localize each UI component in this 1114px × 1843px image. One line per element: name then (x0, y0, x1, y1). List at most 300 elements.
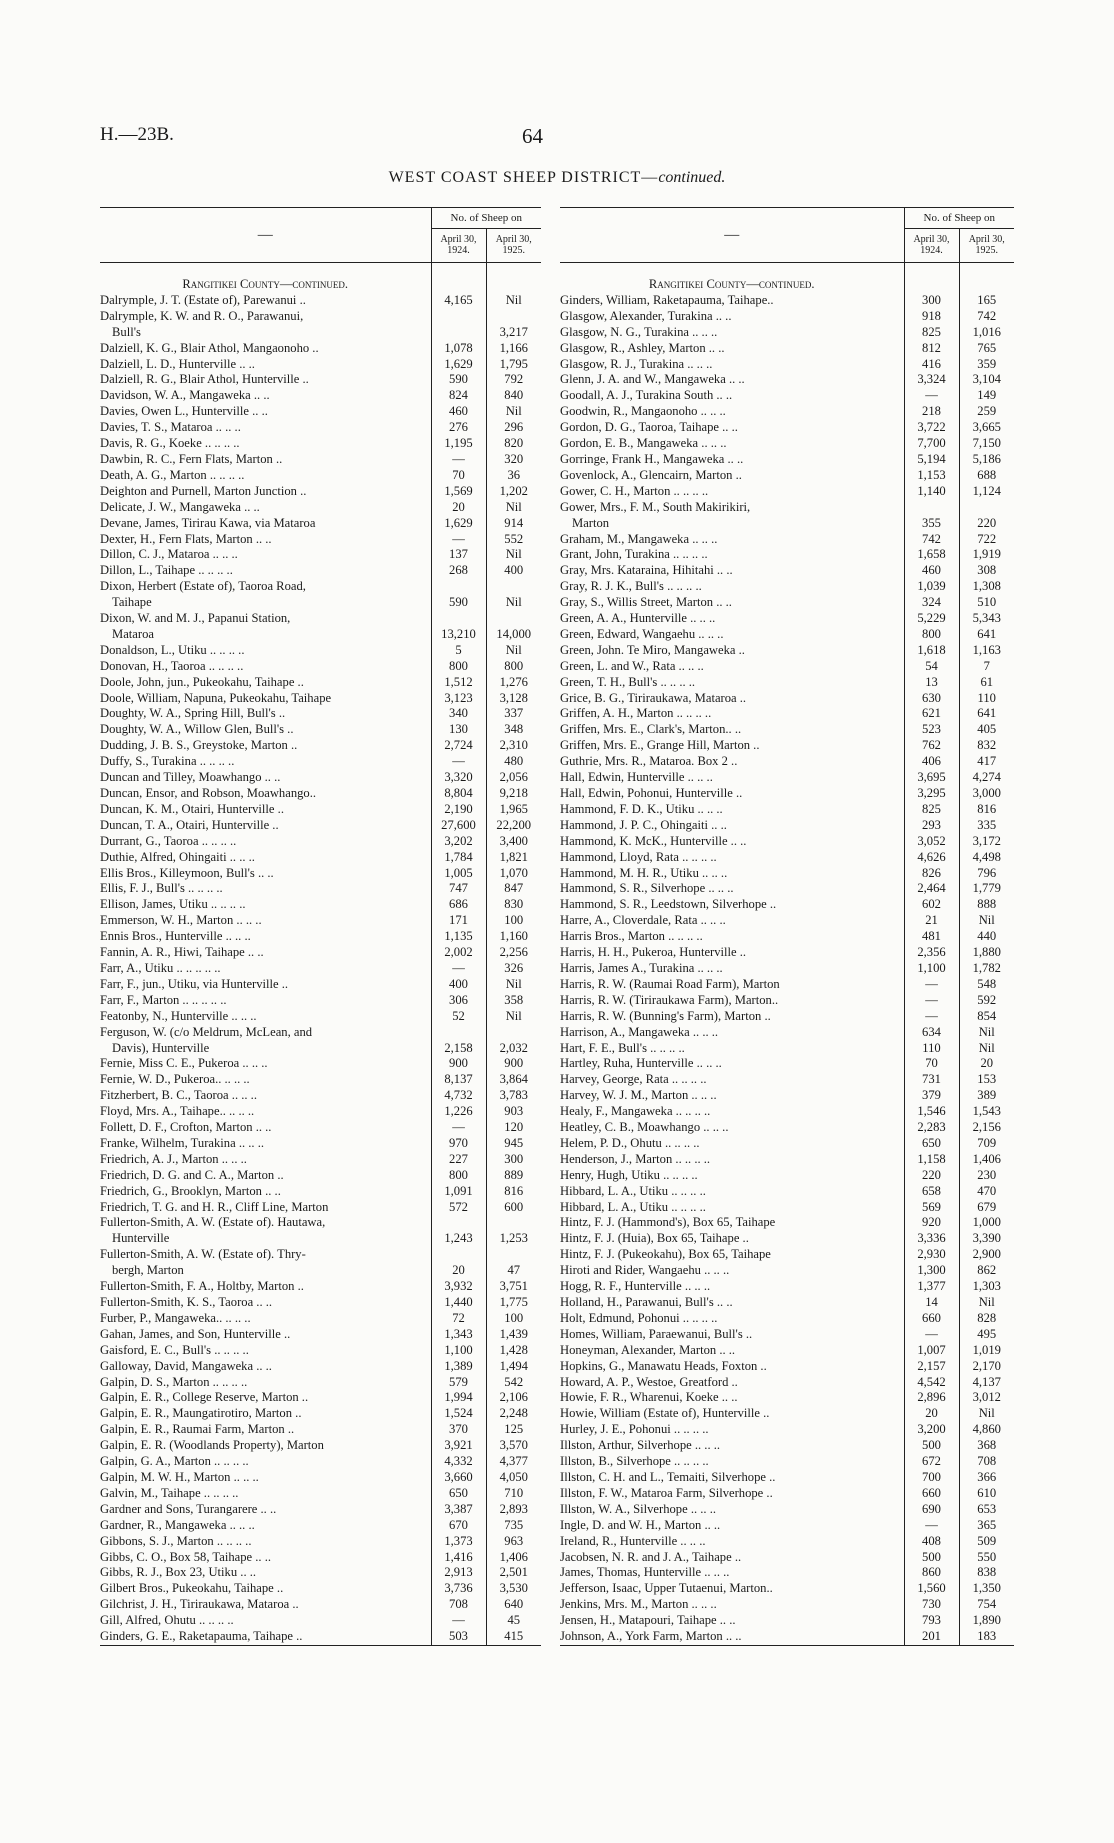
table-row (100, 372, 541, 388)
sheep-count-1924: — (904, 993, 959, 1009)
table-row (560, 675, 1014, 691)
sheep-count-1925: Nil (959, 1406, 1014, 1422)
table-row (100, 1247, 541, 1279)
table-row (100, 532, 541, 548)
table-row (560, 850, 1014, 866)
sheep-count-1925: 1,406 (959, 1152, 1014, 1168)
sheep-count-1924: 1,629 (431, 357, 486, 373)
table-row (560, 993, 1014, 1009)
sheep-count-1924: 630 (904, 691, 959, 707)
sheep-count-1924: 3,295 (904, 786, 959, 802)
sheep-count-1925: Nil (486, 579, 541, 611)
sheep-count-1924: 670 (431, 1518, 486, 1534)
table-row (100, 293, 541, 309)
holder-name: Hurley, J. E., Pohonui .. .. .. .. (560, 1422, 709, 1437)
table-row (100, 484, 541, 500)
sheep-count-1925: 480 (486, 754, 541, 770)
table-row (560, 1056, 1014, 1072)
sheep-count-1924: 268 (431, 563, 486, 579)
table-row (100, 1152, 541, 1168)
table-row (100, 563, 541, 579)
sheep-count-1924: 658 (904, 1184, 959, 1200)
sheep-count-1925: 1,163 (959, 643, 1014, 659)
sheep-count-1925: Nil (959, 1295, 1014, 1311)
sheep-count-1925: 2,256 (486, 945, 541, 961)
table-row (560, 1168, 1014, 1184)
table-row (560, 1025, 1014, 1041)
holder-name: Davies, T. S., Mataroa .. .. .. (100, 420, 241, 435)
table-row (100, 547, 541, 563)
table-row (100, 866, 541, 882)
table-row (560, 738, 1014, 754)
sheep-count-1925: 165 (959, 293, 1014, 309)
table-row (100, 1009, 541, 1025)
sheep-count-1925: 2,156 (959, 1120, 1014, 1136)
holder-name: Homes, William, Paraewanui, Bull's .. (560, 1326, 753, 1341)
sheep-count-1924: 1,629 (431, 516, 486, 532)
table-row (100, 643, 541, 659)
sheep-count-1924: 4,165 (431, 293, 486, 309)
sheep-count-1925: 1,253 (486, 1215, 541, 1247)
sheep-count-1925: 365 (959, 1518, 1014, 1534)
holder-name: Emmerson, W. H., Marton .. .. .. (100, 913, 262, 928)
sheep-count-1924: 762 (904, 738, 959, 754)
holder-name: Hintz, F. J. (Huia), Box 65, Taihape .. (560, 1231, 749, 1246)
holder-name: Dixon, Herbert (Estate of), Taoroa Road, Taihape (100, 579, 306, 610)
holder-name: Friedrich, D. G. and C. A., Marton .. (100, 1167, 284, 1182)
sheep-count-1924: 13 (904, 675, 959, 691)
table-row (100, 1120, 541, 1136)
sheep-count-1924: 742 (904, 532, 959, 548)
sheep-count-1925: 610 (959, 1486, 1014, 1502)
sheep-count-1925: 742 (959, 309, 1014, 325)
holder-name: Green, John. Te Miro, Mangaweka .. (560, 642, 745, 657)
col-1925-header: April 30, 1925. (486, 229, 541, 263)
table-row (560, 563, 1014, 579)
sheep-count-1924: 70 (431, 468, 486, 484)
holder-name: Friedrich, G., Brooklyn, Marton .. .. (100, 1183, 281, 1198)
holder-name: Dalziell, R. G., Blair Athol, Hunterville .. (100, 372, 309, 387)
section-heading: Rangitikei County—continued. (182, 277, 349, 291)
table-row (100, 1565, 541, 1581)
table-row (560, 1152, 1014, 1168)
table-row (100, 1215, 541, 1247)
holder-name: Glasgow, R. J., Turakina .. .. .. (560, 356, 713, 371)
sheep-count-1925: 688 (959, 468, 1014, 484)
sheep-count-1925: Nil (486, 404, 541, 420)
table-row (100, 929, 541, 945)
table-row (560, 1406, 1014, 1422)
sheep-count-1924: 1,100 (431, 1343, 486, 1359)
holder-name: Duncan and Tilley, Moawhango .. .. (100, 770, 281, 785)
holder-name: Illston, B., Silverhope .. .. .. .. (560, 1454, 709, 1469)
holder-name: Delicate, J. W., Mangaweka .. .. (100, 499, 260, 514)
table-row (560, 325, 1014, 341)
sheep-count-1924: 324 (904, 595, 959, 611)
sheep-count-1925: 3,390 (959, 1231, 1014, 1247)
table-row (560, 1104, 1014, 1120)
page-title (0, 169, 1114, 187)
sheep-count-1924: 7,700 (904, 436, 959, 452)
holder-name: Govenlock, A., Glencairn, Marton .. (560, 467, 742, 482)
table-row (560, 929, 1014, 945)
table-row (560, 1470, 1014, 1486)
table-row (560, 1613, 1014, 1629)
holder-name: Gray, Mrs. Kataraina, Hihitahi .. .. (560, 563, 733, 578)
sheep-count-1925: 641 (959, 627, 1014, 643)
sheep-count-1924: 900 (431, 1056, 486, 1072)
sheep-count-1925: Nil (486, 293, 541, 309)
holder-name: Gower, C. H., Marton .. .. .. .. (560, 483, 709, 498)
sheep-count-1925: 1,160 (486, 929, 541, 945)
sheep-count-1925: 847 (486, 881, 541, 897)
holder-name: Johnson, A., York Farm, Marton .. .. (560, 1629, 742, 1644)
table-row (100, 1088, 541, 1104)
sheep-count-1924: 590 (431, 372, 486, 388)
holder-name: Galpin, E. R., College Reserve, Marton .. (100, 1390, 309, 1405)
table-row (100, 309, 541, 341)
holder-name: Griffen, A. H., Marton .. .. .. .. (560, 706, 712, 721)
page-number: 64 (522, 124, 543, 148)
sheep-count-1924: 730 (904, 1597, 959, 1613)
holder-name: Fullerton-Smith, A. W. (Estate of). Hautawa, Hunterville (100, 1215, 326, 1246)
sheep-count-1925: 1,000 (959, 1215, 1014, 1231)
sheep-count-1924: 793 (904, 1613, 959, 1629)
table-row (560, 1136, 1014, 1152)
sheep-count-1924: 634 (904, 1025, 959, 1041)
sheep-count-1925: 5,343 (959, 611, 1014, 627)
sheep-count-1924: 5,229 (904, 611, 959, 627)
name-column-header: — (100, 208, 431, 263)
sheep-count-1925: 368 (959, 1438, 1014, 1454)
holder-name: Hammond, K. McK., Hunterville .. .. (560, 833, 747, 848)
table-row (560, 1359, 1014, 1375)
sheep-count-1925: 120 (486, 1120, 541, 1136)
holder-name: Ginders, G. E., Raketapauma, Taihape .. (100, 1629, 303, 1644)
sheep-count-1925: Nil (486, 977, 541, 993)
sheep-count-1925: 854 (959, 1009, 1014, 1025)
sheep-count-1924: 52 (431, 1009, 486, 1025)
sheep-count-1925: 183 (959, 1629, 1014, 1645)
sheep-count-1924: 8,804 (431, 786, 486, 802)
table-row (560, 1343, 1014, 1359)
holder-name: Galpin, G. A., Marton .. .. .. .. (100, 1454, 249, 1469)
table-row (100, 468, 541, 484)
sheep-count-1924: 3,921 (431, 1438, 486, 1454)
table-row (100, 1056, 541, 1072)
table-row (560, 468, 1014, 484)
sheep-count-1924: 70 (904, 1056, 959, 1072)
sheep-count-1924: 1,546 (904, 1104, 959, 1120)
holder-name: Guthrie, Mrs. R., Mataroa. Box 2 .. (560, 754, 738, 769)
sheep-count-1925: 903 (486, 1104, 541, 1120)
sheep-count-1924: 1,226 (431, 1104, 486, 1120)
sheep-count-1924: 4,542 (904, 1375, 959, 1391)
sheep-count-1924: 2,002 (431, 945, 486, 961)
sheep-count-1924: 370 (431, 1422, 486, 1438)
sheep-count-1925: 308 (959, 563, 1014, 579)
table-row (560, 1009, 1014, 1025)
sheep-count-1924: — (431, 961, 486, 977)
holder-name: Glasgow, N. G., Turakina .. .. .. (560, 324, 718, 339)
sheep-count-1924: 3,387 (431, 1502, 486, 1518)
holder-name: Harris, H. H., Pukeroa, Hunterville .. (560, 945, 747, 960)
holder-name: Green, L. and W., Rata .. .. .. (560, 658, 704, 673)
sheep-count-1924: 54 (904, 659, 959, 675)
table-row (560, 484, 1014, 500)
holder-name: Duffy, S., Turakina .. .. .. .. (100, 754, 235, 769)
table-row (100, 436, 541, 452)
sheep-count-1924: — (904, 1009, 959, 1025)
sheep-count-1925: 2,310 (486, 738, 541, 754)
holder-name: Harris, James A., Turakina .. .. .. (560, 960, 723, 975)
sheep-count-1924: 276 (431, 420, 486, 436)
sheep-count-1924: 3,052 (904, 834, 959, 850)
sheep-count-1924: 970 (431, 1136, 486, 1152)
table-row (100, 834, 541, 850)
holder-name: Fullerton-Smith, A. W. (Estate of). Thry- bergh, Marton (100, 1247, 306, 1278)
table-row (560, 420, 1014, 436)
sheep-count-1925: 1,775 (486, 1295, 541, 1311)
table-row (100, 850, 541, 866)
table-row (100, 1295, 541, 1311)
sheep-count-1924: 672 (904, 1454, 959, 1470)
holder-name: Galpin, E. R., Maungatirotiro, Marton .. (100, 1406, 302, 1421)
table-row (100, 1390, 541, 1406)
sheep-count-1925: 3,400 (486, 834, 541, 850)
holder-name: Goodall, A. J., Turakina South .. .. (560, 388, 733, 403)
table-row (560, 372, 1014, 388)
sheep-count-1924: 340 (431, 706, 486, 722)
sheep-count-1924: 1,007 (904, 1343, 959, 1359)
sheep-count-1924: 20 (904, 1406, 959, 1422)
holder-name: Healy, F., Mangaweka .. .. .. .. (560, 1104, 711, 1119)
table-row (100, 1438, 541, 1454)
holder-name: Franke, Wilhelm, Turakina .. .. .. (100, 1135, 265, 1150)
sheep-count-1924: 1,377 (904, 1279, 959, 1295)
table-row (100, 1486, 541, 1502)
sheep-count-1925: 765 (959, 341, 1014, 357)
holder-name: Holt, Edmund, Pohonui .. .. .. .. (560, 1310, 718, 1325)
sheep-count-1924: 918 (904, 309, 959, 325)
holder-name: Ginders, William, Raketapauma, Taihape.. (560, 292, 774, 307)
sheep-count-1925: 862 (959, 1263, 1014, 1279)
sheep-count-1924: 201 (904, 1629, 959, 1645)
sheep-count-1925: 1,919 (959, 547, 1014, 563)
table-row (100, 611, 541, 643)
holder-name: Dudding, J. B. S., Greystoke, Marton .. (100, 738, 298, 753)
sheep-count-1924: 1,389 (431, 1359, 486, 1375)
holder-name: Fannin, A. R., Hiwi, Taihape .. .. (100, 945, 264, 960)
sheep-count-1925: 1,779 (959, 881, 1014, 897)
table-row (560, 1502, 1014, 1518)
sheep-count-1925: 653 (959, 1502, 1014, 1518)
sheep-count-1925: 820 (486, 436, 541, 452)
sheep-count-1924: 500 (904, 1438, 959, 1454)
holder-name: Gray, R. J. K., Bull's .. .. .. .. (560, 579, 702, 594)
sheep-count-1925: 1,439 (486, 1327, 541, 1343)
sheep-count-1925: 1,350 (959, 1581, 1014, 1597)
table-row (100, 420, 541, 436)
sheep-count-1924: 293 (904, 818, 959, 834)
table-row (100, 818, 541, 834)
table-row (560, 1375, 1014, 1391)
sheep-count-1924: — (904, 977, 959, 993)
sheep-count-1925: 320 (486, 452, 541, 468)
holder-name: Griffen, Mrs. E., Grange Hill, Marton .. (560, 738, 760, 753)
holder-name: Harris, R. W. (Bunning's Farm), Marton .. (560, 1008, 771, 1023)
sheep-count-1925: 259 (959, 404, 1014, 420)
holder-name: Grice, B. G., Tiriraukawa, Mataroa .. (560, 690, 747, 705)
sheep-count-1925: 509 (959, 1534, 1014, 1550)
holder-name: Gibbs, R. J., Box 23, Utiku .. .. (100, 1565, 257, 1580)
table-row (560, 595, 1014, 611)
holder-name: Gardner, R., Mangaweka .. .. .. (100, 1517, 255, 1532)
holder-name: Duthie, Alfred, Ohingaiti .. .. .. (100, 849, 255, 864)
table-row (100, 1343, 541, 1359)
sheep-count-1924: 579 (431, 1375, 486, 1391)
table-row (560, 452, 1014, 468)
sheep-count-1924: 4,626 (904, 850, 959, 866)
holder-name: Hintz, F. J. (Hammond's), Box 65, Taihape (560, 1215, 776, 1230)
col-1924-header: April 30, 1924. (904, 229, 959, 263)
holder-name: Dexter, H., Fern Flats, Marton .. .. (100, 531, 272, 546)
table-row (560, 1295, 1014, 1311)
sheep-count-1925: 14,000 (486, 611, 541, 643)
sheep-count-1925: 230 (959, 1168, 1014, 1184)
sheep-count-1924: 747 (431, 881, 486, 897)
sheep-count-1924: 731 (904, 1072, 959, 1088)
sheep-count-1924: 602 (904, 897, 959, 913)
table-row (560, 1184, 1014, 1200)
sheep-count-1925: 914 (486, 516, 541, 532)
table-row (560, 436, 1014, 452)
sheep-count-1924: 2,157 (904, 1359, 959, 1375)
sheep-count-1925: 220 (959, 500, 1014, 532)
table-row (100, 722, 541, 738)
holder-name: Hall, Edwin, Pohonui, Hunterville .. (560, 786, 743, 800)
holder-name: Fernie, W. D., Pukeroa.. .. .. .. (100, 1072, 250, 1087)
sheep-count-1925: 2,170 (959, 1359, 1014, 1375)
holder-name: Donovan, H., Taoroa .. .. .. .. (100, 658, 244, 673)
sheep-count-1925: 828 (959, 1311, 1014, 1327)
holder-name: Farr, F., jun., Utiku, via Hunterville .. (100, 976, 289, 991)
holder-name: Jacobsen, N. R. and J. A., Taihape .. (560, 1549, 742, 1564)
sheep-count-1924: 572 (431, 1200, 486, 1216)
sheep-count-1925: 335 (959, 818, 1014, 834)
sheep-count-1925: 348 (486, 722, 541, 738)
sheep-count-1924: — (431, 1120, 486, 1136)
sheep-count-1924: 1,078 (431, 341, 486, 357)
sheep-count-1925: 510 (959, 595, 1014, 611)
sheep-count-1924: — (431, 452, 486, 468)
sheep-count-1925: 1,880 (959, 945, 1014, 961)
table-row (560, 1565, 1014, 1581)
table-row (100, 1422, 541, 1438)
sheep-count-1925: 100 (486, 913, 541, 929)
holder-name: Hammond, M. H. R., Utiku .. .. .. (560, 865, 728, 880)
table-row (100, 1629, 541, 1645)
holder-name: Duncan, Ensor, and Robson, Moawhango.. (100, 786, 317, 800)
sheep-count-1925: 641 (959, 706, 1014, 722)
sheep-count-1925: 4,050 (486, 1470, 541, 1486)
sheep-count-1924: 300 (904, 293, 959, 309)
sheep-count-1924: 13,210 (431, 611, 486, 643)
sheep-count-1925: 754 (959, 1597, 1014, 1613)
sheep-count-1925: 2,900 (959, 1247, 1014, 1263)
sheep-count-1925: 2,056 (486, 770, 541, 786)
sheep-count-1924: 2,190 (431, 802, 486, 818)
sheep-count-1925: Nil (486, 547, 541, 563)
sheep-count-1925: 366 (959, 1470, 1014, 1486)
sheep-count-1924: 920 (904, 1215, 959, 1231)
sheep-count-1924: 1,005 (431, 866, 486, 882)
holder-name: Dalrymple, J. T. (Estate of), Parewanui .. (100, 292, 306, 307)
table-row (100, 706, 541, 722)
holder-name: Gahan, James, and Son, Hunterville .. (100, 1326, 291, 1341)
sheep-count-1924: 569 (904, 1200, 959, 1216)
sheep-count-1925: 417 (959, 754, 1014, 770)
table-row (560, 404, 1014, 420)
title-main: WEST COAST SHEEP DISTRICT— (388, 169, 659, 186)
holder-name: Gower, Mrs., F. M., South Makirikiri, Marton (560, 499, 751, 530)
sheep-count-1925: 47 (486, 1247, 541, 1279)
table-row (100, 913, 541, 929)
table-row (100, 802, 541, 818)
holder-name: Dalrymple, K. W. and R. O., Parawanui, Bull's (100, 308, 304, 339)
sheep-count-1924: 218 (904, 404, 959, 420)
sheep-count-1924: 860 (904, 1565, 959, 1581)
sheep-count-1924: 8,137 (431, 1072, 486, 1088)
holder-name: Hopkins, G., Manawatu Heads, Foxton .. (560, 1358, 767, 1373)
table-row (560, 754, 1014, 770)
holder-name: Henderson, J., Marton .. .. .. .. (560, 1151, 711, 1166)
table-row (100, 786, 541, 802)
sheep-count-1925: 1,494 (486, 1359, 541, 1375)
table-row (560, 357, 1014, 373)
sheep-count-1924: 3,320 (431, 770, 486, 786)
holder-name: Honeyman, Alexander, Marton .. .. (560, 1342, 736, 1357)
sheep-count-1924: 171 (431, 913, 486, 929)
sheep-count-1925: 3,530 (486, 1581, 541, 1597)
sheep-count-1924: 355 (904, 500, 959, 532)
sheep-count-1924: 227 (431, 1152, 486, 1168)
holder-name: Green, A. A., Hunterville .. .. .. (560, 611, 716, 626)
table-row (100, 897, 541, 913)
table-row (100, 1072, 541, 1088)
table-row (100, 675, 541, 691)
holder-name: Hart, F. E., Bull's .. .. .. .. (560, 1040, 685, 1055)
sheep-count-1924: 306 (431, 993, 486, 1009)
holder-name: Hiroti and Rider, Wangaehu .. .. .. (560, 1263, 730, 1278)
sheep-count-1925: 4,498 (959, 850, 1014, 866)
table-row (100, 1502, 541, 1518)
table-row (560, 706, 1014, 722)
table-row (560, 500, 1014, 532)
sheep-count-1924: 1,784 (431, 850, 486, 866)
holder-name: Howie, F. R., Wharenui, Koeke .. .. (560, 1390, 738, 1405)
sheep-count-1925: 1,070 (486, 866, 541, 882)
holder-name: Dalziell, L. D., Hunterville .. .. (100, 356, 255, 371)
holder-name: Jenkins, Mrs. M., Marton .. .. .. (560, 1597, 717, 1612)
table-row (100, 1200, 541, 1216)
table-row (100, 754, 541, 770)
sheep-count-1925: 888 (959, 897, 1014, 913)
holder-name: Holland, H., Parawanui, Bull's .. .. (560, 1295, 733, 1309)
table-row (560, 579, 1014, 595)
holder-name: Fernie, Miss C. E., Pukeroa .. .. .. (100, 1056, 268, 1071)
sheep-count-1924: — (431, 532, 486, 548)
